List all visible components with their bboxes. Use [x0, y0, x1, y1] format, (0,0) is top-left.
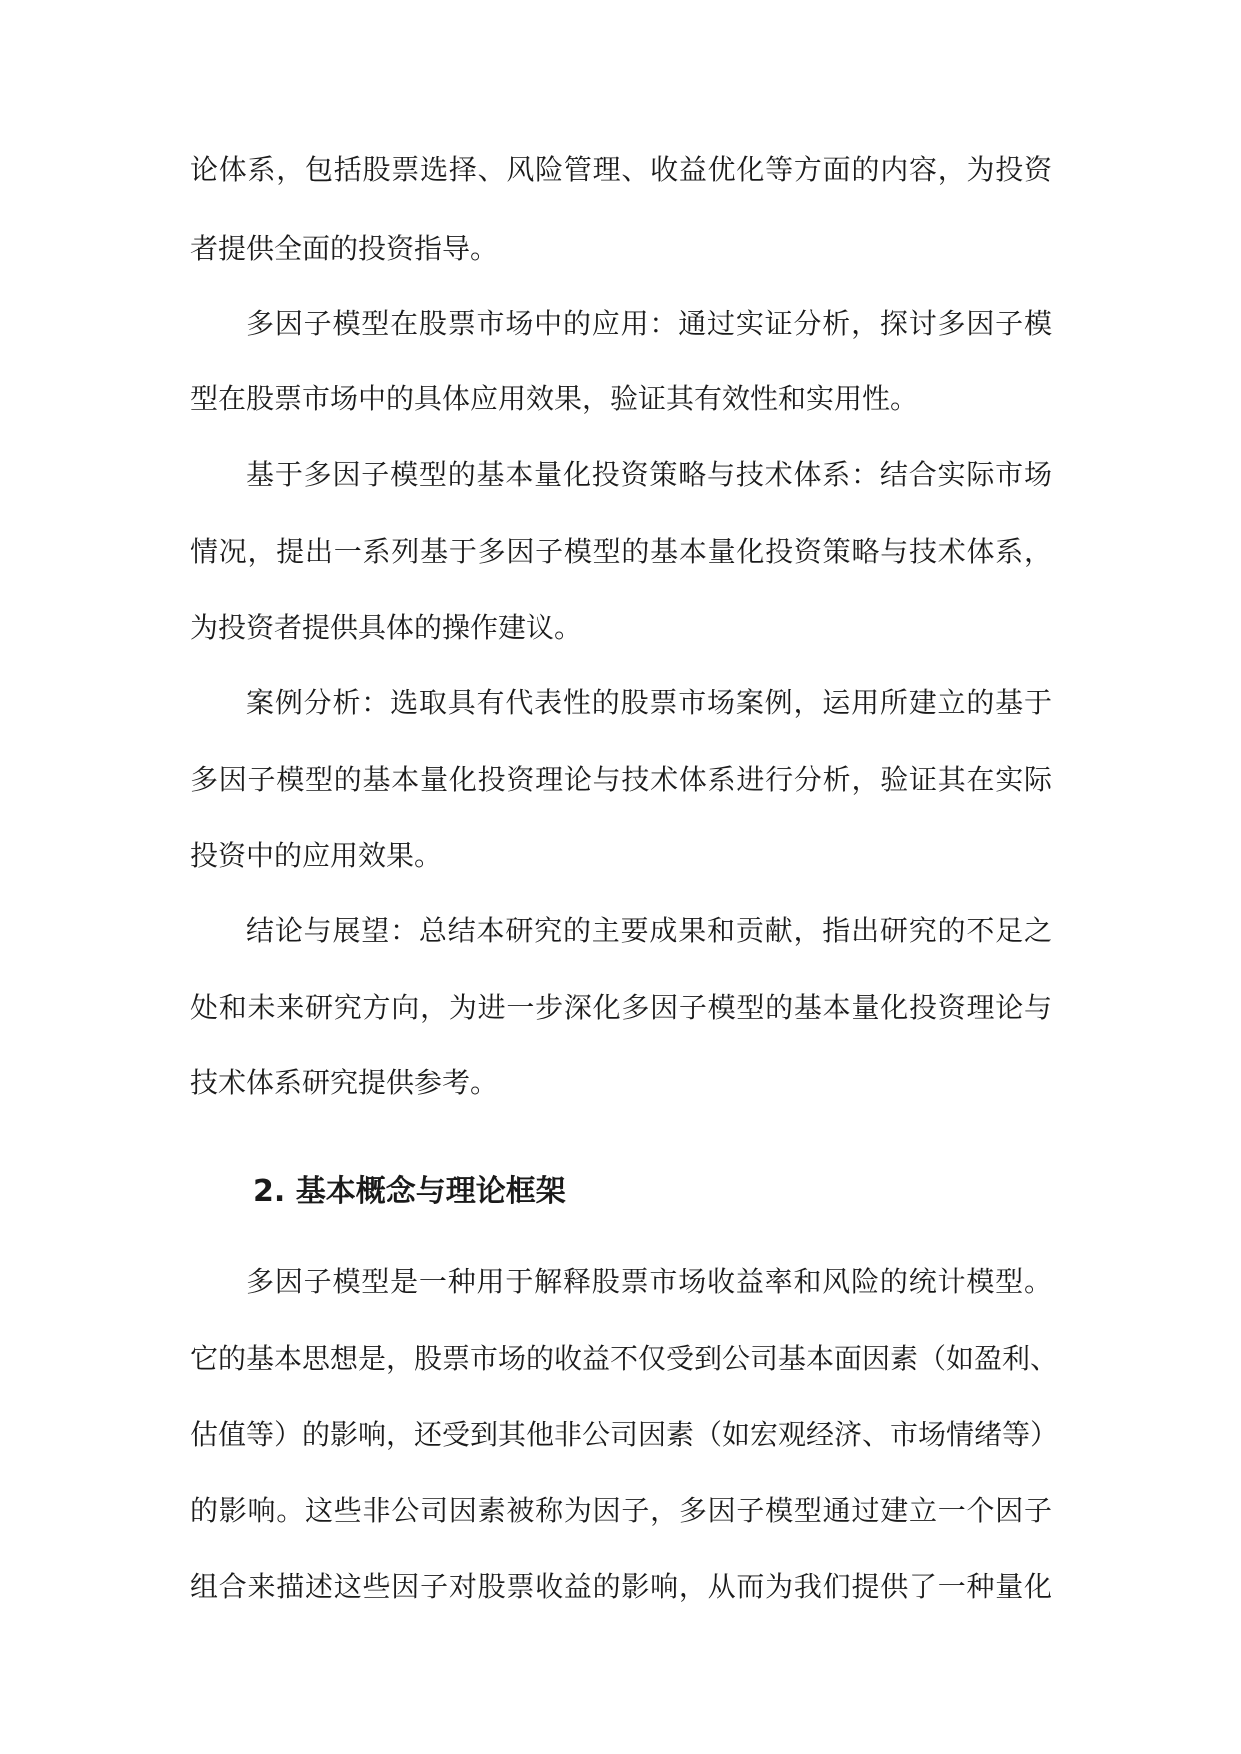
paragraph-line: 多因子模型在股票市场中的应用：通过实证分析，探讨多因子模	[246, 307, 1052, 340]
paragraph-line: 案例分析：选取具有代表性的股票市场案例，运用所建立的基于	[246, 686, 1052, 719]
paragraph-line: 投资中的应用效果。	[190, 839, 443, 872]
paragraph-line: 型在股票市场中的具体应用效果，验证其有效性和实用性。	[190, 382, 919, 415]
paragraph-line: 多因子模型的基本量化投资理论与技术体系进行分析，验证其在实际	[190, 763, 1052, 796]
paragraph-line: 基于多因子模型的基本量化投资策略与技术体系：结合实际市场	[246, 458, 1052, 491]
paragraph-line: 者提供全面的投资指导。	[190, 232, 499, 265]
paragraph-line: 结论与展望：总结本研究的主要成果和贡献，指出研究的不足之	[246, 914, 1052, 947]
paragraph-line: 为投资者提供具体的操作建议。	[190, 611, 583, 644]
paragraph-line: 的影响。这些非公司因素被称为因子，多因子模型通过建立一个因子	[190, 1494, 1052, 1527]
paragraph-line: 估值等）的影响，还受到其他非公司因素（如宏观经济、市场情绪等）	[190, 1418, 1059, 1451]
paragraph-line: 它的基本思想是，股票市场的收益不仅受到公司基本面因素（如盈利、	[190, 1342, 1059, 1375]
paragraph-line: 处和未来研究方向，为进一步深化多因子模型的基本量化投资理论与	[190, 991, 1052, 1024]
section-heading: 2. 基本概念与理论框架	[253, 1174, 566, 1209]
paragraph-line: 论体系，包括股票选择、风险管理、收益优化等方面的内容，为投资	[190, 153, 1052, 186]
paragraph-line: 情况，提出一系列基于多因子模型的基本量化投资策略与技术体系，	[190, 535, 1052, 568]
paragraph-line: 组合来描述这些因子对股票收益的影响，从而为我们提供了一种量化	[190, 1570, 1052, 1603]
paragraph-line: 多因子模型是一种用于解释股票市场收益率和风险的统计模型。	[246, 1265, 1052, 1298]
paragraph-line: 技术体系研究提供参考。	[190, 1066, 499, 1099]
